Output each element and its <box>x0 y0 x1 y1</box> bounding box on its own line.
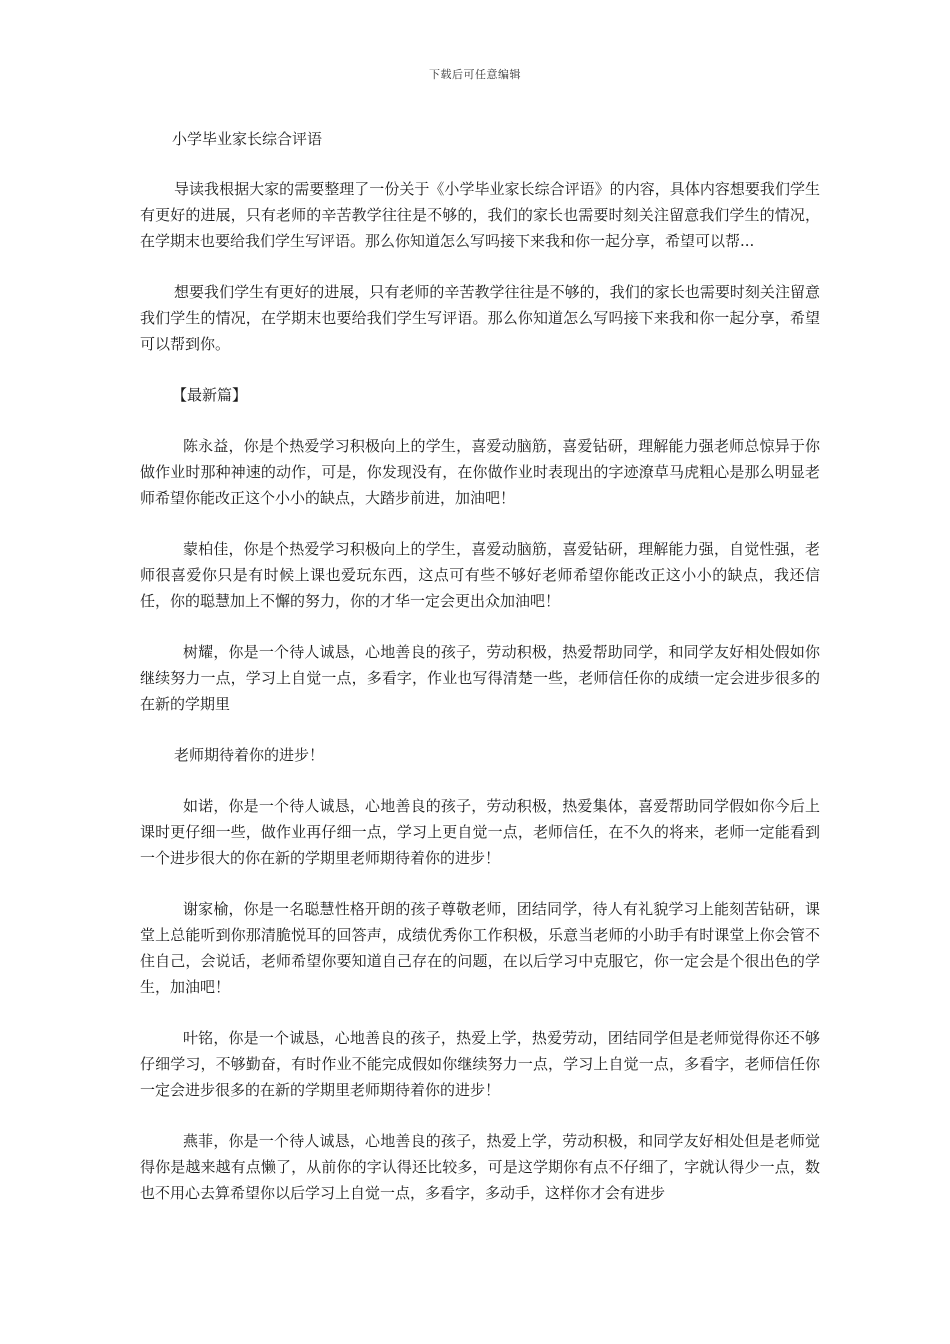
section-heading: 【最新篇】 <box>172 386 248 404</box>
comment-paragraph-1: 陈永益，你是个热爱学习积极向上的学生，喜爱动脑筋，喜爱钻研，理解能力强老师总惊异于你做作业时那种神速的动作，可是，你发现没有，在你做作业时表现出的字迹潦草马虎粗心是那么明显老师希望你能改正这个小小的缺点，大踏步前进，加油吧！ <box>140 437 820 507</box>
intro-paragraph-1: 导读我根据大家的需要整理了一份关于《小学毕业家长综合评语》的内容，具体内容想要我们学生有更好的进展，只有老师的辛苦教学往往是不够的，我们的家长也需要时刻关注留意我们学生的情况，在学期末也要给我们学生写评语。那么你知道怎么写吗接下来我和你一起分享，希望可以帮... <box>140 180 820 250</box>
intro-paragraph-2: 想要我们学生有更好的进展，只有老师的辛苦教学往往是不够的，我们的家长也需要时刻关注留意我们学生的情况，在学期末也要给我们学生写评语。那么你知道怎么写吗接下来我和你一起分享，希望可以帮到你。 <box>140 283 820 353</box>
comment-paragraph-6: 叶铭，你是一个诚恳，心地善良的孩子，热爱上学，热爱劳动，团结同学但是老师觉得你还不够仔细学习，不够勤奋，有时作业不能完成假如你继续努力一点，学习上自觉一点，多看字，老师信任你一定会进步很多的在新的学期里老师期待着你的进步！ <box>140 1029 820 1099</box>
comment-paragraph-3-tail: 老师期待着你的进步！ <box>174 746 325 764</box>
comment-paragraph-2: 蒙柏佳，你是个热爱学习积极向上的学生，喜爱动脑筋，喜爱钻研，理解能力强，自觉性强，老师很喜爱你只是有时候上课也爱玩东西，这点可有些不够好老师希望你能改正这小小的缺点，我还信任，你的聪慧加上不懈的努力，你的才华一定会更出众加油吧！ <box>140 540 820 610</box>
comment-paragraph-3: 树耀，你是一个待人诚恳，心地善良的孩子，劳动积极，热爱帮助同学，和同学友好相处假如你继续努力一点，学习上自觉一点，多看字，作业也写得清楚一些，老师信任你的成绩一定会进步很多的在新的学期里 <box>140 643 820 713</box>
comment-paragraph-7: 燕菲，你是一个待人诚恳，心地善良的孩子，热爱上学，劳动积极，和同学友好相处但是老师觉得你是越来越有点懒了，从前你的字认得还比较多，可是这学期你有点不仔细了，字就认得少一点，数也不用心去算希望你以后学习上自觉一点，多看字，多动手，这样你才会有进步 <box>140 1132 820 1202</box>
document-title: 小学毕业家长综合评语 <box>172 130 323 148</box>
header-note: 下载后可任意编辑 <box>429 68 521 81</box>
comment-paragraph-5: 谢家榆，你是一名聪慧性格开朗的孩子尊敬老师，团结同学，待人有礼貌学习上能刻苦钻研，课堂上总能听到你那清脆悦耳的回答声，成绩优秀你工作积极，乐意当老师的小助手有时课堂上你会管不住自己，会说话，老师希望你要知道自己存在的问题，在以后学习中克服它，你一定会是个很出色的学生，加油吧！ <box>140 900 820 996</box>
document-body <box>140 126 820 1231</box>
comment-paragraph-4: 如诺，你是一个待人诚恳，心地善良的孩子，劳动积极，热爱集体，喜爱帮助同学假如你今后上课时更仔细一些，做作业再仔细一点，学习上更自觉一点，老师信任，在不久的将来，老师一定能看到一个进步很大的你在新的学期里老师期待着你的进步！ <box>140 797 820 867</box>
